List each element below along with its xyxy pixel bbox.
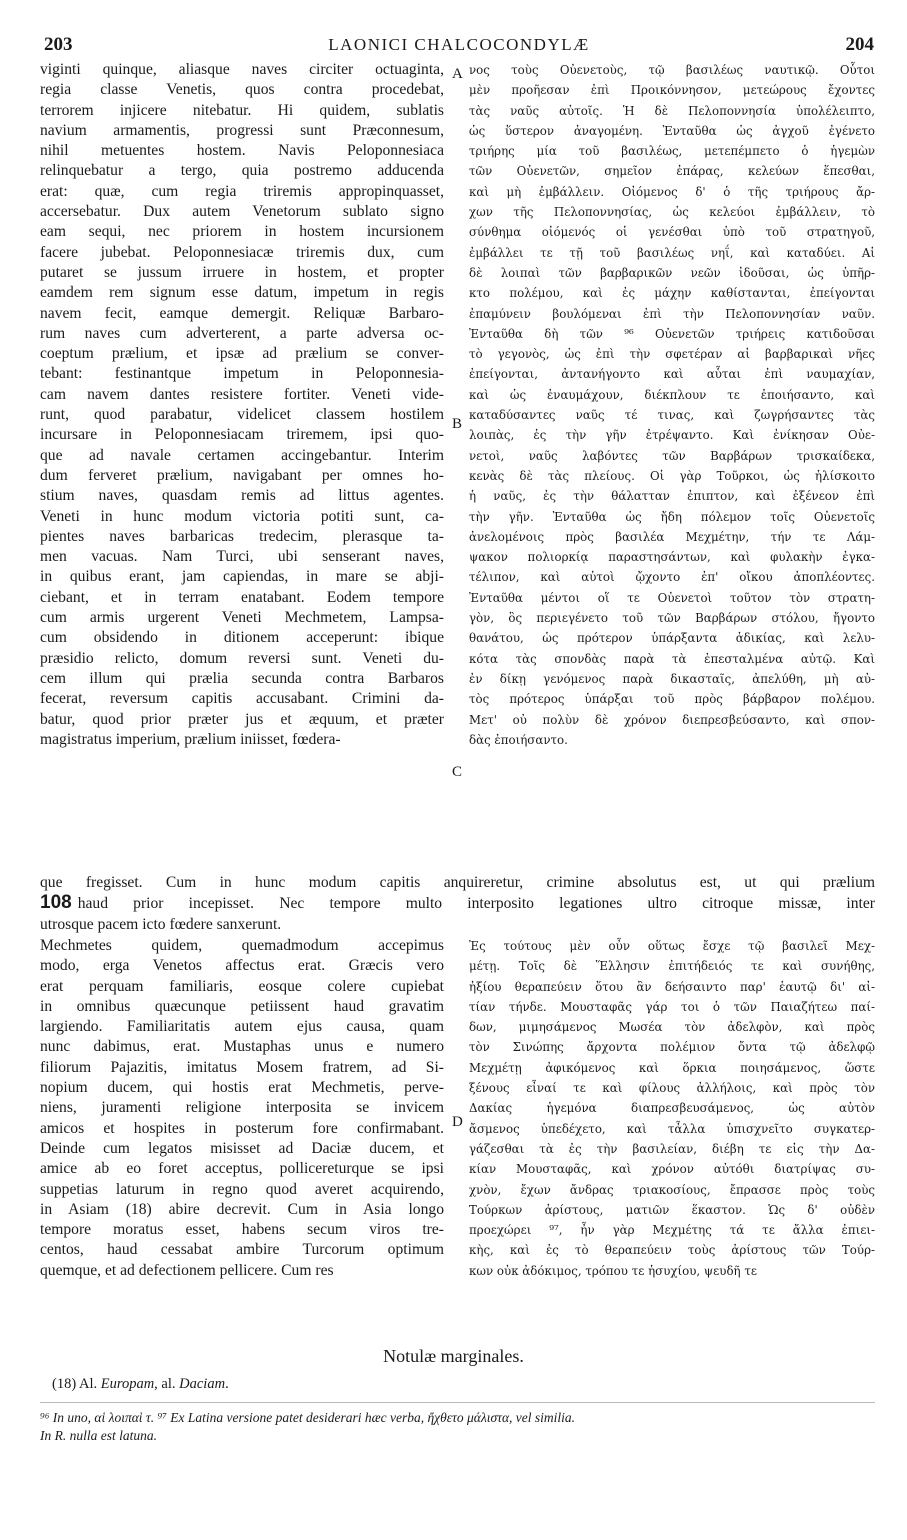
latin-line: nihil metuentes hostem. Navis Peloponnesiaca (40, 142, 444, 160)
greek-line: προεχώρει ⁹⁷, ἦν γὰρ Μεχμέτης τά τε ἄλλα ἐπιει- (469, 1223, 875, 1238)
greek-line: κενὰς δὲ τὰς πλείους. Οἱ γὰρ Τοῦρκοι, ὡς ἡλίσκοιτο (469, 468, 875, 483)
greek-line: καὶ μὴ ἐμβάλλειν. Οἰόμενος δ' ὁ τῆς τριήρους ἄρ- (469, 184, 875, 199)
latin-line: cem illum qui prælia secunda contra Barbaros (40, 669, 444, 687)
greek-line: τὰς ναῦς αὐτοῖς. Ἡ δὲ Πελοποννησία ὑπολέλειπτο, (469, 103, 875, 118)
latin-line: erat perquam familiaris, eosque colere cupiebat (40, 977, 444, 995)
greek-line: τίαν τήνδε. Μουσταφᾶς γάρ τοι ὁ τῶν Παιαζήτεω παί- (469, 999, 875, 1014)
page-number-right: 204 (845, 34, 874, 55)
latin-line: accersebatur. Dux autem Venetorum sublato signo (40, 203, 444, 221)
greek-line: λοιπὰς, ἐς τὴν γῆν ἐτρέψαντο. Καὶ ἐνίκησαν Οὐε- (469, 428, 875, 443)
latin-line: eam sequi, nec priorem in hostem incursionem (40, 223, 444, 241)
greek-column-bottom (469, 936, 875, 1281)
latin-line: erat: quæ, cum regia triremis appropinquasset, (40, 182, 444, 200)
full-line-text: haud prior incepisset. Nec tempore multo interposito legationes ultro citroque missæ, inter (77, 895, 875, 913)
latin-note-a: Europam (100, 1376, 155, 1392)
greek-line: δων, μιμησάμενος Μωσέα τὸν ἀδελφὸν, καὶ πρὸς (469, 1020, 875, 1035)
latin-line: in quibus erant, jam capiendas, in mare se abji- (40, 568, 444, 586)
latin-line: coeptum prælium, et ipsæ ad prælium se conver- (40, 345, 444, 363)
greek-line: κὴς, καὶ ἐς τὸ θεραπεύειν τοὺς ἀρίστους τῶν Τούρ- (469, 1243, 875, 1258)
latin-line: nopium ducem, qui hostis erat Mechmetis, perve- (40, 1079, 444, 1097)
latin-line: ciebant, et in terram enatabant. Eodem tempore (40, 588, 444, 606)
greek-line: καὶ ὡς ἐναυμάχουν, διέκπλουν τε ἐποιήσαντο, καὶ (469, 387, 875, 402)
latin-line: quemque, et ad defectionem pellicere. Cum res (40, 1261, 334, 1279)
greek-line: ψακον πολιορκίᾳ παραστησάντων, καὶ φυλακὴν ἐγκα- (469, 550, 875, 565)
latin-line: fecerat, reversum capitis accusabant. Crimini da- (40, 690, 444, 708)
latin-line: centos, haud cessabat ambire Turcorum optimum (40, 1241, 444, 1259)
greek-line: κτο πολέμου, καὶ ἐς μάχην καθίστανται, ἐπείγονται (469, 286, 875, 301)
latin-line: terrorem injicere nitebatur. Hi quidem, sublatis (40, 101, 444, 119)
latin-line: filiorum Pajazitis, imitatus Mosem fratrem, ad Si- (40, 1058, 444, 1076)
full-line (40, 893, 875, 914)
greek-line: ὡς ὕστερον ἀναγομένη. Ἐνταῦθα ὡς ἀγχοῦ ἐγένετο (469, 123, 875, 138)
greek-line: ξένους εἶναί τε καὶ φίλους ἀλλήλοις, καὶ πρὸς τὸν (469, 1081, 875, 1096)
latin-column-bottom (40, 936, 444, 1281)
greek-line: τὴν γῆν. Ἐνταῦθα ὡς ἤδη πόλεμον τοῖς Οὐενετοῖς (469, 509, 875, 524)
greek-line: τὸς πρότερος ὑπάρξαι τοῦ πρὸς βάρβαρον πολέμου. (469, 692, 875, 707)
greek-line: Ἐς τούτους μὲν οὖν οὕτως ἔσχε τῷ βασιλεῖ Μεχ- (469, 939, 875, 953)
greek-column-top (469, 60, 875, 750)
latin-line: relinquebatur a tergo, quia postremo adducenda (40, 162, 444, 180)
latin-line: amicos et hospites in posterum fore confirmabant. (40, 1119, 444, 1137)
latin-line: cum obsidendo in ditionem acceperunt: ibique (40, 629, 444, 647)
greek-line: χνὸν, ἔχων ἄνδρας τριακοσίους, ἔπρασσε πρὸς τοὺς (469, 1182, 875, 1197)
greek-line: κίαν Μουσταφᾶς, καὶ χρόνον αὐτόθι διατρίψας συ- (469, 1162, 875, 1177)
page-number-left: 203 (44, 34, 73, 55)
greek-line: χων τῆς Πελοποννησίας, ὡς κελεύοι ἐμβάλλειν, τὸ (469, 205, 875, 220)
greek-line: Μετ' οὐ πολὺν δὲ χρόνον διεπρεσβεύσαντο, καὶ σπον- (469, 712, 875, 727)
latin-note-sep: , al. (154, 1376, 176, 1392)
greek-line: ἐπείγονται, ἀντανήγοντο καὶ αὗται ἐπὶ ναυμαχίαν, (469, 367, 875, 382)
latin-line: que ad navale certamen accingebantur. Interim (40, 446, 444, 464)
latin-line: Mechmetes quidem, quemadmodum accepimus (40, 937, 444, 954)
full-line: que fregisset. Cum in hunc modum capitis anquireretur, crimine absolutus est, ut qui prælium (40, 874, 875, 891)
greek-line: νος τοὺς Οὐενετοὺς, τῷ βασιλέως ναυτικῷ. Οὗτοι (469, 63, 875, 77)
greek-line: ἐπαμύνειν βουλόμεναι ἐπὶ τὴν Πελοποννησίαν ναῦν. (469, 306, 875, 321)
greek-line: τριήρης μία τοῦ βασιλέως, μετεπέμπετο ὁ ἡγεμὼν (469, 144, 875, 159)
latin-line: incursare in Peloponnesiacam triremem, ipsi quo- (40, 426, 444, 444)
latin-line: men vacuas. Nam Turci, ubi senserant naves, (40, 548, 444, 566)
greek-line: τῶν Οὐενετῶν, σημεῖον ἐπάρας, κελεύων ἕπεσθαι, (469, 164, 875, 179)
greek-line: σύνθημα οἰόμενός οἱ γενέσθαι ὑπὸ τοῦ στρατηγοῦ, (469, 225, 875, 240)
greek-line: ἐν δίκῃ γενόμενος παρὰ δικασταῖς, ἀπελύθη, μὴ αὐ- (469, 671, 875, 686)
latin-line: in omnibus quæcunque petiissent haud gravatim (40, 997, 444, 1015)
greek-line: θανάτου, ὡς πρότερον ὑπάρξαντα ἀδικίας, καὶ λελυ- (469, 631, 875, 646)
footnote-line-2: In R. nulla est latuna. (40, 1428, 157, 1443)
latin-line: cum armis urgerent Veneti Mechmetem, Lampsa- (40, 609, 444, 627)
latin-line: nunc dabimus, erat. Mustaphas unus e numero (40, 1038, 444, 1056)
latin-line: in Asiam (18) abire decrevit. Cum in Asia longo (40, 1200, 444, 1218)
latin-line: cam navem dantes resistere fortiter. Veneti vide- (40, 385, 444, 403)
latin-line: modo, erga Venetos affectus erat. Græcis vero (40, 957, 444, 975)
latin-line: præsidio relicto, domum reversi sunt. Veneti du- (40, 649, 444, 667)
latin-line: runt, quod parabatur, videlicet classem hostilem (40, 406, 444, 424)
latin-line: regia classe Venetis, quos contra procedebat, (40, 81, 444, 99)
greek-line: ἠξίου θεραπεύειν ὅτου ἂν δεήσαιντο παρ' ἑαυτῷ δι' αἰ- (469, 979, 875, 994)
greek-line: Ἐνταῦθα δὴ τῶν ⁹⁶ Οὐενετῶν τριήρεις κατιδοῦσαι (469, 326, 875, 341)
latin-line: suppetias laturum in regno quod averet acquirendo, (40, 1180, 444, 1198)
greek-line: νετοὶ, ναῦς λαβόντες τῶν Βαρβάρων τρισκαίδεκα, (469, 448, 875, 463)
greek-line: γὸν, ὃς περιεγένετο τοῦ τῶν Βαρβάρων στόλου, ἤγοντο (469, 611, 875, 626)
latin-line: Deinde cum legatos misisset ad Daciæ ducem, et (40, 1139, 444, 1157)
greek-line: ἀνελομένοις πρὸς βασιλέα Μεχμέτην, τήν τε Λάμ- (469, 529, 875, 544)
latin-line: tebant: festinantque impetum in Peloponnesia- (40, 365, 444, 383)
margin-letter-c: C (452, 764, 463, 780)
greek-line: κων οὐκ ἀδόκιμος, τρόπου τε ἡσυχίου, ψευδῆ τε (469, 1263, 758, 1278)
greek-line: τέλιπον, καὶ αὐτοὶ ᾤχοντο ἐπ' οἴκου ἀποπλέοντες. (469, 570, 875, 585)
full-line: utrosque pacem icto fœdere sanxerunt. (40, 915, 282, 933)
greek-line: Τούρκων ἀρίστους, ματιῶν ἕκαστον. Ὡς δ' οὐδὲν (469, 1202, 875, 1217)
greek-line: δὰς ἐποιήσαντο. (469, 732, 568, 747)
footnote-rule (40, 1402, 875, 1403)
latin-line: rum naves cum adverterent, a parte adversa oc- (40, 324, 444, 342)
greek-line: ἄσμενος ὑπεδέχετο, καὶ τἆλλα ὑπισχνεῖτο συγκατερ- (469, 1121, 875, 1136)
greek-line: ἡ ναῦς, ἐς τὴν θάλατταν ἐπιπτον, καὶ ἐξένεον ἐπὶ (469, 489, 875, 504)
greek-line: καταδύσαντες ναῦς τέ τινας, καὶ ζωγρήσαντες τὰς (469, 408, 875, 423)
latin-line: amice ab eo foret acceptus, pollicereturque se ipsi (40, 1160, 444, 1178)
greek-line: τὸν Σινώπης ἄρχοντα πολέμιον ὄντα τῷ ἀδελφῷ (469, 1040, 875, 1055)
margin-letter-b: B (452, 416, 463, 432)
latin-line: putaret se jussum irruere in hostem, et propter (40, 263, 444, 281)
footnote-line-1: ⁹⁶ In uno, αἱ λοιπαὶ τ. ⁹⁷ Ex Latina versione patet desiderari hæc verba, ἤχθετο μάλιστα, vel similia. (40, 1410, 576, 1425)
greek-line: Μεχμέτῃ ἀφικόμενος καὶ ὅρκια ποιησάμενος, ὥστε (469, 1060, 875, 1075)
latin-line: pientes naves barbaricas tredecim, plerasque ta- (40, 527, 444, 545)
greek-line: ἐμβάλλει τε τῇ τοῦ βασιλέως νηΐ, καὶ καταδύει. Αἱ (469, 245, 875, 260)
full-width-lines (40, 873, 875, 935)
greek-line: Δακίας ἡγεμόνα διαπρεσβευσάμενος, ὡς αὐτὸν (469, 1101, 875, 1116)
page-header (44, 34, 874, 56)
greek-line: τὸ γεγονὸς, ὡς ἐπὶ τὴν σφετέραν αἱ βαρβαρικαὶ νῆες (469, 347, 875, 362)
latin-line: navium armamentis, progressi sunt Præconnesum, (40, 121, 444, 139)
latin-line: navem fecit, eamque demergit. Reliquæ Barbaro- (40, 304, 444, 322)
margin-letter-d: D (452, 1114, 463, 1130)
greek-line: μὲν προῆεσαν ἐπὶ Προικόννησον, μετεώρους ἔχοντες (469, 83, 875, 98)
latin-line: Veneti in hunc modum victoria potiti sunt, ca- (40, 507, 444, 525)
latin-line: tempore moratus esset, habens secum viros tre- (40, 1221, 444, 1239)
margin-letter-a: A (452, 66, 463, 82)
latin-line: eamdem rem signum esse datum, impetum in regis (40, 284, 444, 302)
latin-note-b: Daciam (179, 1376, 226, 1392)
latin-line: facere jubebat. Peloponnesiacæ triremis dux, cum (40, 243, 444, 261)
latin-line: dum ferveret prælium, navigabant per omnes ho- (40, 466, 444, 484)
latin-line: viginti quinque, aliasque naves circiter octuaginta, (40, 61, 444, 78)
greek-line: γάζεσθαι τὰ ἐς τὴν βασιλείαν, διέβη τε εἰς τὴν Δα- (469, 1141, 875, 1156)
notes-title: Notulæ marginales. (383, 1346, 524, 1366)
latin-note: (18) Al. Europam, al. Daciam. (52, 1376, 229, 1392)
latin-line: magistratus imperium, prælium iniisset, fœdera- (40, 730, 341, 748)
latin-column-top (40, 60, 444, 750)
latin-line: stium naves, quasdam remis ad littus agentes. (40, 487, 444, 505)
latin-line: largiendo. Familiaritatis autem ejus causa, quam (40, 1018, 444, 1036)
greek-line: δὲ λοιπαὶ τῶν βαρβαρικῶν νεῶν ἰδοῦσαι, ὡς ὑπῆρ- (469, 265, 875, 280)
latin-line: batur, quod prior præter jus et æquum, et præter (40, 710, 444, 728)
latin-line: niens, juramenti religione interposita se invicem (40, 1099, 444, 1117)
running-title: LAONICI CHALCOCONDYLÆ (328, 35, 590, 54)
greek-line: Ἐνταῦθα μέντοι οἵ τε Οὐενετοὶ τοῦτον τὸν στρατη- (469, 590, 875, 605)
greek-line: κότα τὰς σπονδὰς παρὰ τὰ ἐπεσταλμένα αὐτῷ. Καὶ (469, 651, 875, 666)
latin-note-num: (18) Al. (52, 1376, 98, 1392)
greek-line: μέτῃ. Τοῖς δὲ Ἕλλησιν ἐπιτήδειός τε καὶ συνήθης, (469, 959, 875, 974)
page-marker: 108 (40, 893, 72, 914)
